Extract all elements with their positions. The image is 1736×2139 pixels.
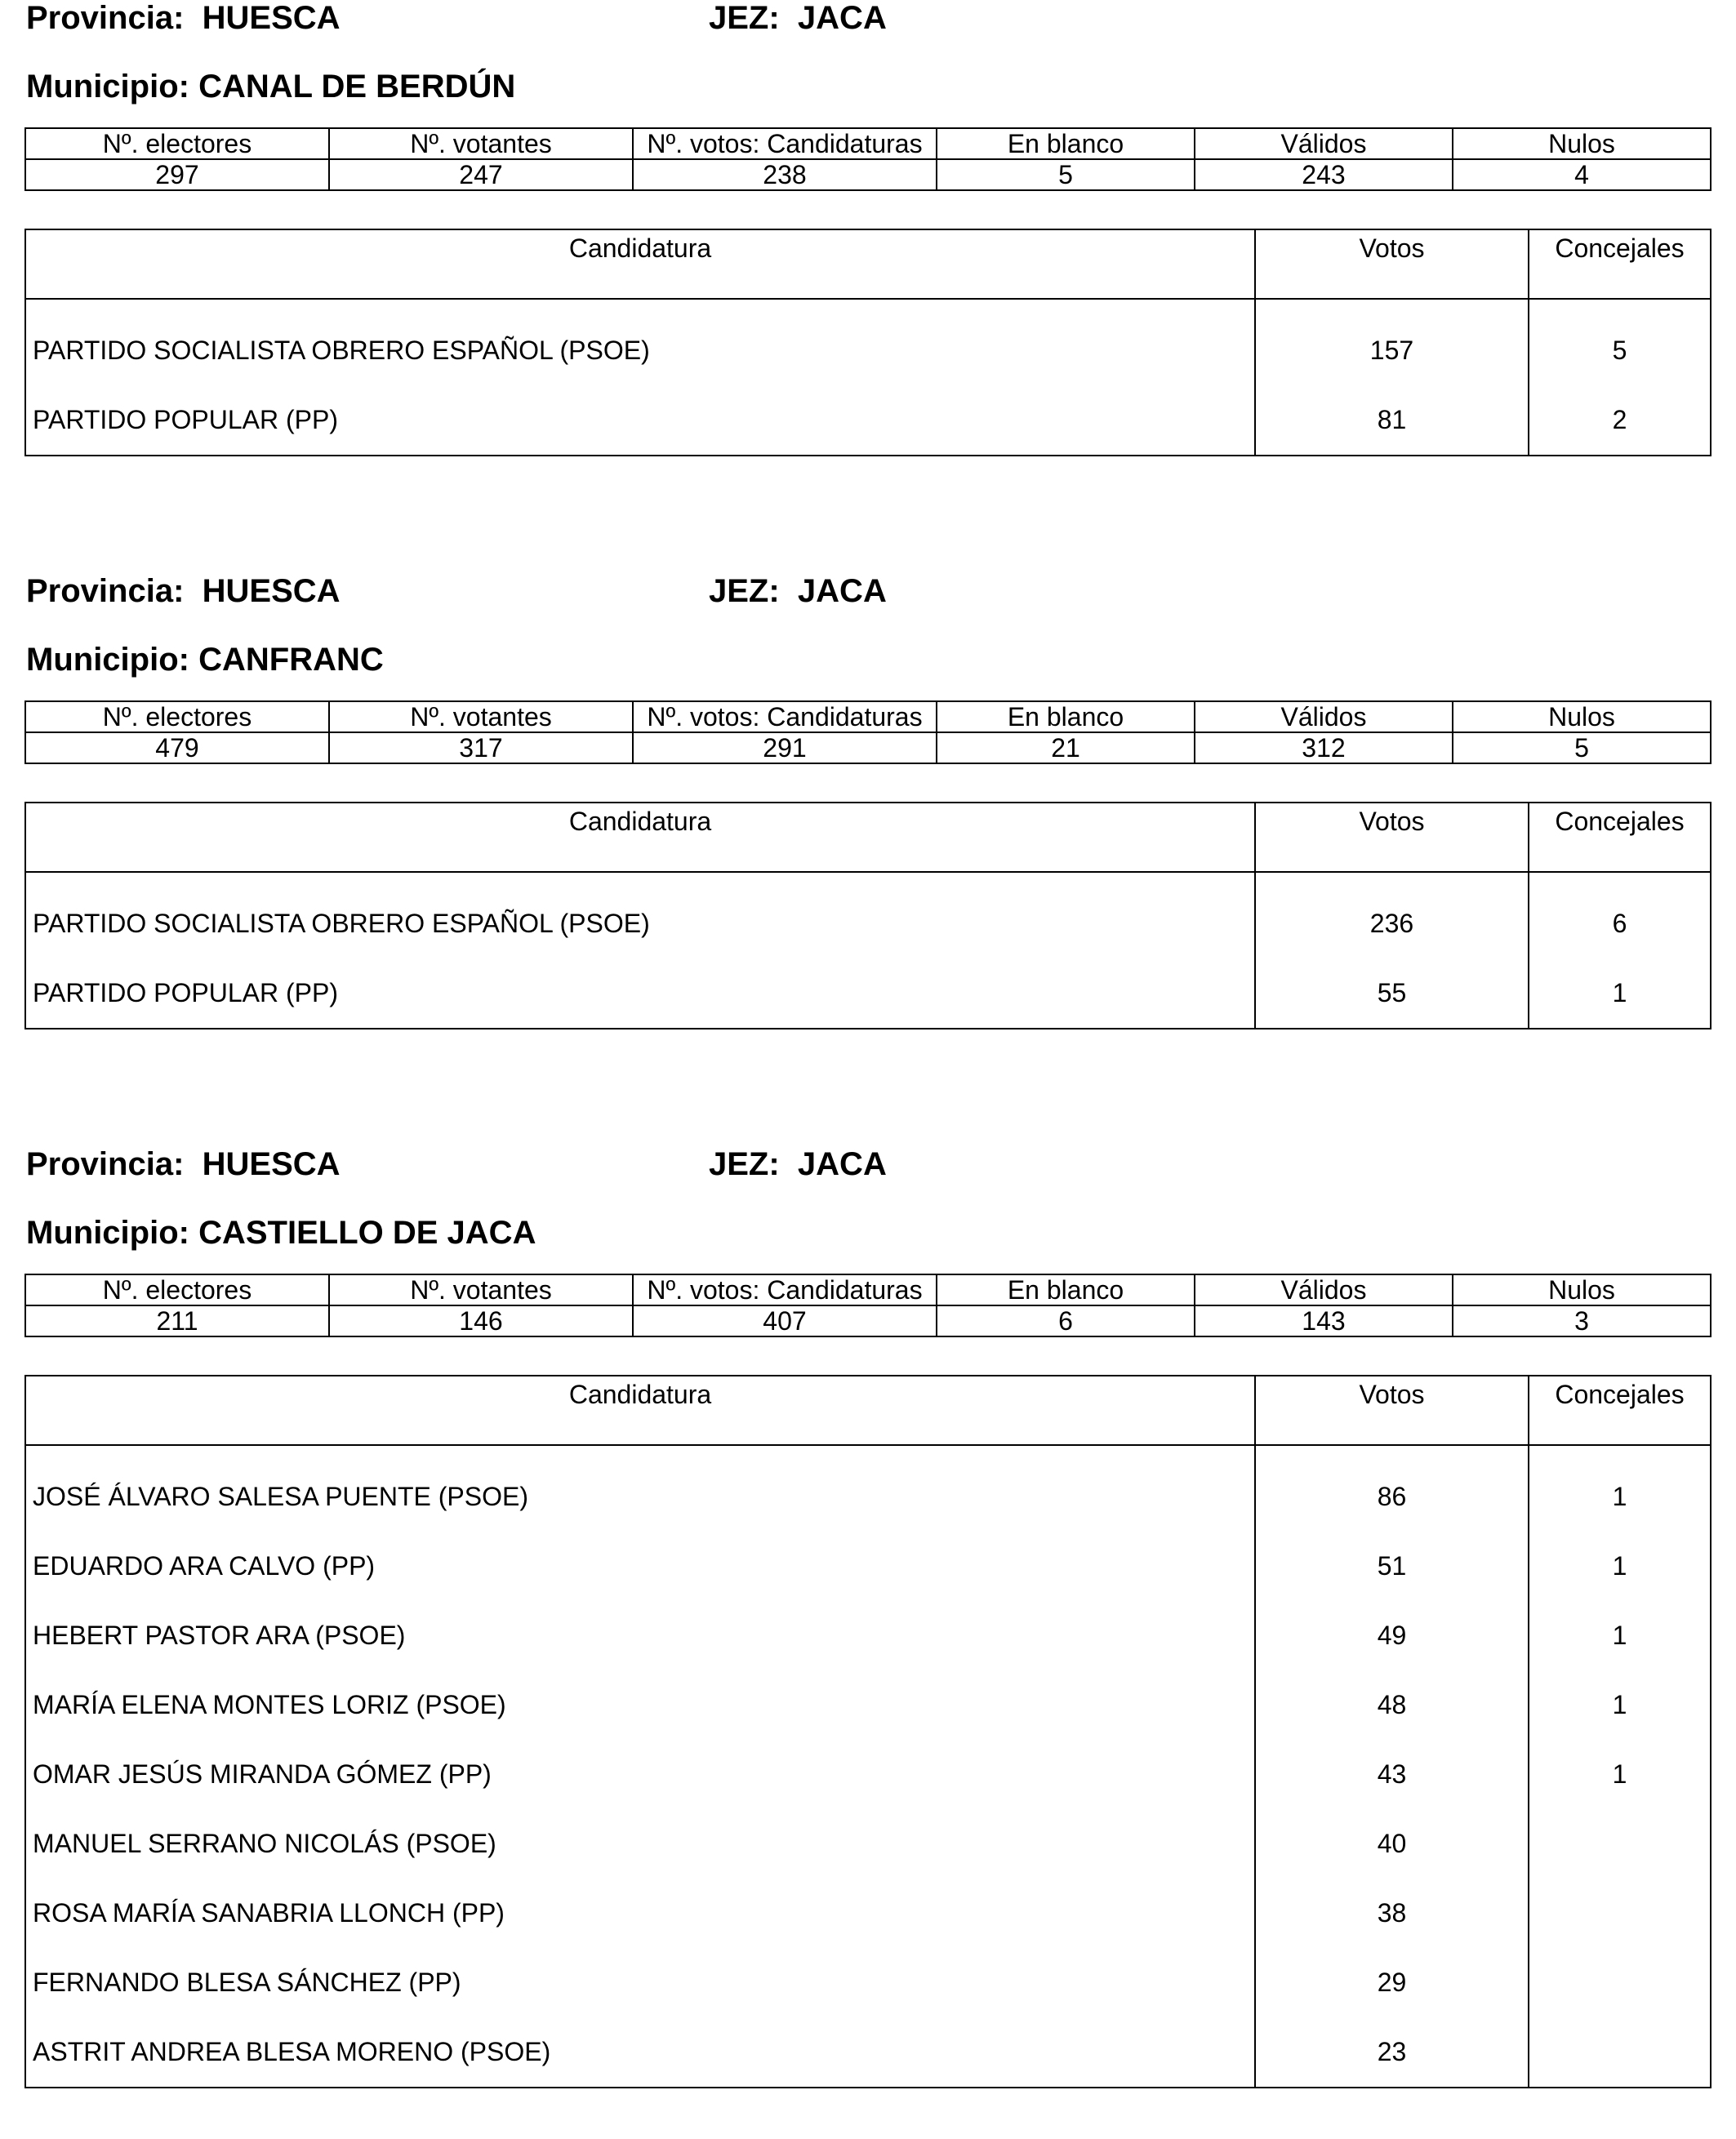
candidatura-row: [25, 1809, 1711, 1879]
municipality-section: [24, 0, 1710, 456]
candidatura-name: PARTIDO POPULAR (PP): [25, 958, 1255, 1029]
candidatura-row: [25, 1601, 1711, 1670]
stats-value-row: [25, 732, 1711, 763]
candidatura-name: FERNANDO BLESA SÁNCHEZ (PP): [25, 1948, 1255, 2017]
candidatura-row: [25, 872, 1711, 958]
candidatura-concejales: 1: [1529, 1532, 1711, 1601]
candidatura-concejales: 1: [1529, 1601, 1711, 1670]
section-header: [24, 1146, 1710, 1203]
cand-header-concejales: Concejales: [1529, 1376, 1711, 1445]
stats-header-cell: Válidos: [1195, 701, 1453, 732]
stats-value-cell: 146: [329, 1305, 633, 1336]
cand-header-candidatura: Candidatura: [25, 1376, 1255, 1445]
candidatura-votos: 48: [1255, 1670, 1529, 1740]
cand-header-row: [25, 1376, 1711, 1445]
candidatura-concejales: 1: [1529, 1445, 1711, 1532]
stats-value-cell: 3: [1453, 1305, 1711, 1336]
stats-value-cell: 479: [25, 732, 329, 763]
candidatura-row: [25, 1670, 1711, 1740]
stats-value-cell: 243: [1195, 159, 1453, 190]
stats-header-row: [25, 128, 1711, 159]
candidaturas-table: [24, 802, 1712, 1029]
candidatura-row: [25, 1445, 1711, 1532]
cand-header-concejales: Concejales: [1529, 803, 1711, 872]
stats-header-cell: En blanco: [937, 128, 1195, 159]
section-header: [24, 573, 1710, 630]
candidatura-name: HEBERT PASTOR ARA (PSOE): [25, 1601, 1255, 1670]
cand-header-votos: Votos: [1255, 803, 1529, 872]
candidatura-votos: 55: [1255, 958, 1529, 1029]
candidatura-votos: 38: [1255, 1879, 1529, 1948]
stats-header-cell: Nº. votos: Candidaturas: [633, 701, 937, 732]
municipio-title: Municipio: CASTIELLO DE JACA: [26, 1215, 536, 1251]
candidatura-concejales: [1529, 1809, 1711, 1879]
candidatura-votos: 81: [1255, 385, 1529, 456]
stats-value-cell: 211: [25, 1305, 329, 1336]
stats-value-cell: 312: [1195, 732, 1453, 763]
stats-value-cell: 21: [937, 732, 1195, 763]
cand-header-votos: Votos: [1255, 229, 1529, 299]
candidaturas-table: [24, 1375, 1712, 2088]
stats-value-row: [25, 159, 1711, 190]
jez-label: JEZ: JACA: [709, 573, 887, 609]
stats-header-cell: En blanco: [937, 1274, 1195, 1305]
stats-table: [24, 1274, 1712, 1337]
candidatura-row: [25, 385, 1711, 456]
candidatura-votos: 86: [1255, 1445, 1529, 1532]
candidatura-name: PARTIDO POPULAR (PP): [25, 385, 1255, 456]
stats-header-cell: Nº. electores: [25, 1274, 329, 1305]
candidatura-concejales: 2: [1529, 385, 1711, 456]
candidatura-name: ASTRIT ANDREA BLESA MORENO (PSOE): [25, 2017, 1255, 2088]
candidatura-row: [25, 958, 1711, 1029]
candidatura-row: [25, 2017, 1711, 2088]
candidatura-name: EDUARDO ARA CALVO (PP): [25, 1532, 1255, 1601]
stats-header-cell: En blanco: [937, 701, 1195, 732]
section-header: [24, 0, 1710, 57]
stats-table: [24, 700, 1712, 764]
candidaturas-table: [24, 229, 1712, 456]
candidatura-votos: 40: [1255, 1809, 1529, 1879]
stats-header-cell: Válidos: [1195, 128, 1453, 159]
municipio-title: Municipio: CANFRANC: [26, 642, 384, 678]
candidatura-votos: 23: [1255, 2017, 1529, 2088]
stats-header-cell: Válidos: [1195, 1274, 1453, 1305]
jez-label: JEZ: JACA: [709, 1146, 887, 1182]
cand-header-candidatura: Candidatura: [25, 229, 1255, 299]
candidatura-concejales: 1: [1529, 958, 1711, 1029]
jez-label: JEZ: JACA: [709, 0, 887, 36]
candidatura-votos: 236: [1255, 872, 1529, 958]
stats-value-cell: 4: [1453, 159, 1711, 190]
stats-header-cell: Nº. votantes: [329, 1274, 633, 1305]
stats-header-cell: Nº. electores: [25, 128, 329, 159]
municipio-title: Municipio: CANAL DE BERDÚN: [26, 69, 516, 105]
cand-header-votos: Votos: [1255, 1376, 1529, 1445]
cand-header-row: [25, 803, 1711, 872]
candidatura-name: ROSA MARÍA SANABRIA LLONCH (PP): [25, 1879, 1255, 1948]
provincia-label: Provincia: HUESCA: [26, 0, 341, 36]
stats-value-cell: 143: [1195, 1305, 1453, 1336]
candidatura-votos: 51: [1255, 1532, 1529, 1601]
cand-header-row: [25, 229, 1711, 299]
candidatura-name: PARTIDO SOCIALISTA OBRERO ESPAÑOL (PSOE): [25, 872, 1255, 958]
candidatura-concejales: 1: [1529, 1740, 1711, 1809]
candidatura-name: OMAR JESÚS MIRANDA GÓMEZ (PP): [25, 1740, 1255, 1809]
stats-header-cell: Nº. votos: Candidaturas: [633, 128, 937, 159]
stats-header-row: [25, 1274, 1711, 1305]
stats-header-cell: Nulos: [1453, 701, 1711, 732]
stats-value-row: [25, 1305, 1711, 1336]
candidatura-votos: 29: [1255, 1948, 1529, 2017]
candidatura-name: MARÍA ELENA MONTES LORIZ (PSOE): [25, 1670, 1255, 1740]
stats-value-cell: 5: [937, 159, 1195, 190]
candidatura-row: [25, 1532, 1711, 1601]
stats-value-cell: 297: [25, 159, 329, 190]
stats-value-cell: 6: [937, 1305, 1195, 1336]
municipality-section: [24, 1146, 1710, 2088]
candidatura-votos: 157: [1255, 299, 1529, 385]
stats-table: [24, 127, 1712, 191]
candidatura-votos: 49: [1255, 1601, 1529, 1670]
candidatura-concejales: 5: [1529, 299, 1711, 385]
provincia-label: Provincia: HUESCA: [26, 573, 341, 609]
stats-header-cell: Nº. votantes: [329, 701, 633, 732]
candidatura-votos: 43: [1255, 1740, 1529, 1809]
candidatura-concejales: [1529, 2017, 1711, 2088]
cand-header-concejales: Concejales: [1529, 229, 1711, 299]
stats-header-cell: Nulos: [1453, 128, 1711, 159]
stats-header-cell: Nº. electores: [25, 701, 329, 732]
stats-value-cell: 291: [633, 732, 937, 763]
stats-value-cell: 247: [329, 159, 633, 190]
provincia-label: Provincia: HUESCA: [26, 1146, 341, 1182]
candidatura-concejales: 1: [1529, 1670, 1711, 1740]
cand-header-candidatura: Candidatura: [25, 803, 1255, 872]
stats-value-cell: 407: [633, 1305, 937, 1336]
stats-value-cell: 317: [329, 732, 633, 763]
candidatura-row: [25, 1740, 1711, 1809]
stats-header-cell: Nº. votos: Candidaturas: [633, 1274, 937, 1305]
candidatura-concejales: [1529, 1948, 1711, 2017]
candidatura-name: MANUEL SERRANO NICOLÁS (PSOE): [25, 1809, 1255, 1879]
municipality-section: [24, 573, 1710, 1029]
stats-header-cell: Nulos: [1453, 1274, 1711, 1305]
candidatura-row: [25, 1948, 1711, 2017]
stats-header-row: [25, 701, 1711, 732]
candidatura-name: JOSÉ ÁLVARO SALESA PUENTE (PSOE): [25, 1445, 1255, 1532]
stats-header-cell: Nº. votantes: [329, 128, 633, 159]
stats-value-cell: 5: [1453, 732, 1711, 763]
candidatura-concejales: 6: [1529, 872, 1711, 958]
candidatura-name: PARTIDO SOCIALISTA OBRERO ESPAÑOL (PSOE): [25, 299, 1255, 385]
candidatura-row: [25, 299, 1711, 385]
stats-value-cell: 238: [633, 159, 937, 190]
candidatura-row: [25, 1879, 1711, 1948]
candidatura-concejales: [1529, 1879, 1711, 1948]
